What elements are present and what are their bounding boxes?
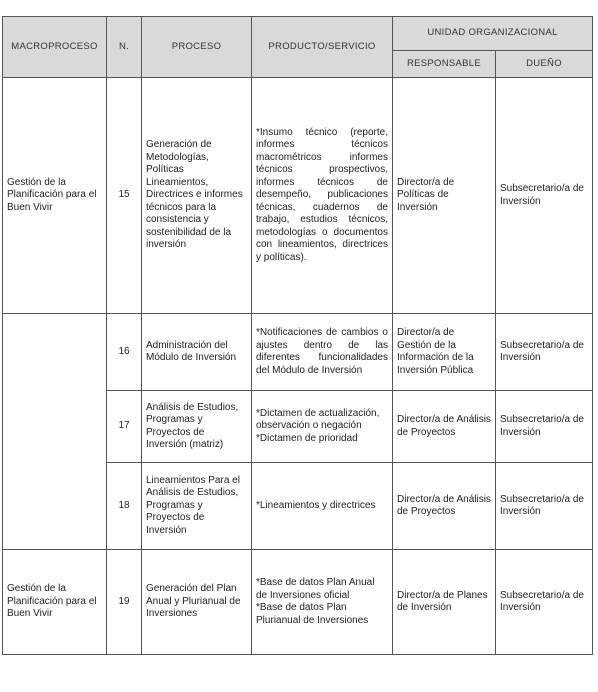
header-responsable: RESPONSABLE [393,50,496,77]
table-row [3,550,593,655]
proceso-cell: Generación de Metodologías, Políticas Lineamientos, Directrices e informes técnicos para la consistencia y sostenibilidad de la inversión [142,78,252,314]
numero-cell: 16 [107,314,142,391]
table-row [3,78,593,314]
header-numero: N. [107,17,142,78]
proceso-cell: Lineamientos Para el Análisis de Estudios, Programas y Proyectos de Inversión [142,463,252,550]
producto-cell: *Lineamientos y directrices [252,463,393,550]
header-producto: PRODUCTO/SERVICIO [252,17,393,78]
dueno-cell: Subsecretario/a de Inversión [496,550,593,655]
macroproceso-cell: Gestión de la Planificación para el Buen Vivir [3,550,107,655]
macroproceso-cell [3,314,107,550]
header-proceso: PROCESO [142,17,252,78]
header-unidad-organizacional: UNIDAD ORGANIZACIONAL [393,17,593,51]
responsable-cell: Director/a de Análisis de Proyectos [393,463,496,550]
producto-cell: *Dictamen de actualización, observación o negación *Dictamen de prioridad [252,391,393,463]
numero-cell: 18 [107,463,142,550]
proceso-cell: Análisis de Estudios, Programas y Proyectos de Inversión (matriz) [142,391,252,463]
macroproceso-cell: Gestión de la Planificación para el Buen Vivir [3,78,107,314]
numero-cell: 17 [107,391,142,463]
proceso-cell: Administración del Módulo de Inversión [142,314,252,391]
header-dueno: DUEÑO [496,50,593,77]
numero-cell: 15 [107,78,142,314]
responsable-cell: Director/a de Políticas de Inversión [393,78,496,314]
producto-cell: *Base de datos Plan Anual de Inversiones oficial *Base de datos Plan Plurianual de Inversiones [252,550,393,655]
table-row [3,314,593,391]
header-macroproceso: MACROPROCESO [3,17,107,78]
dueno-cell: Subsecretario/a de Inversión [496,78,593,314]
producto-cell: *Notificaciones de cambios o ajustes dentro de las diferentes funcionalidades del Módulo de Inversión [252,314,393,391]
proceso-cell: Generación del Plan Anual y Plurianual de Inversiones [142,550,252,655]
numero-cell: 19 [107,550,142,655]
dueno-cell: Subsecretario/a de Inversión [496,391,593,463]
responsable-cell: Director/a de Planes de Inversión [393,550,496,655]
producto-cell: *Insumo técnico (reporte, informes técnicos macrométricos informes técnicos prospectivos, informes técnicos de desempeño, publicaciones técnicas, cuadernos de trabajo, estudios técnicos, metodologías o documentos con lineamientos, directrices y políticas). [252,78,393,314]
responsable-cell: Director/a de Análisis de Proyectos [393,391,496,463]
responsable-cell: Director/a de Gestión de la Información de la Inversión Pública [393,314,496,391]
dueno-cell: Subsecretario/a de Inversión [496,314,593,391]
dueno-cell: Subsecretario/a de Inversión [496,463,593,550]
processes-table [2,16,593,655]
